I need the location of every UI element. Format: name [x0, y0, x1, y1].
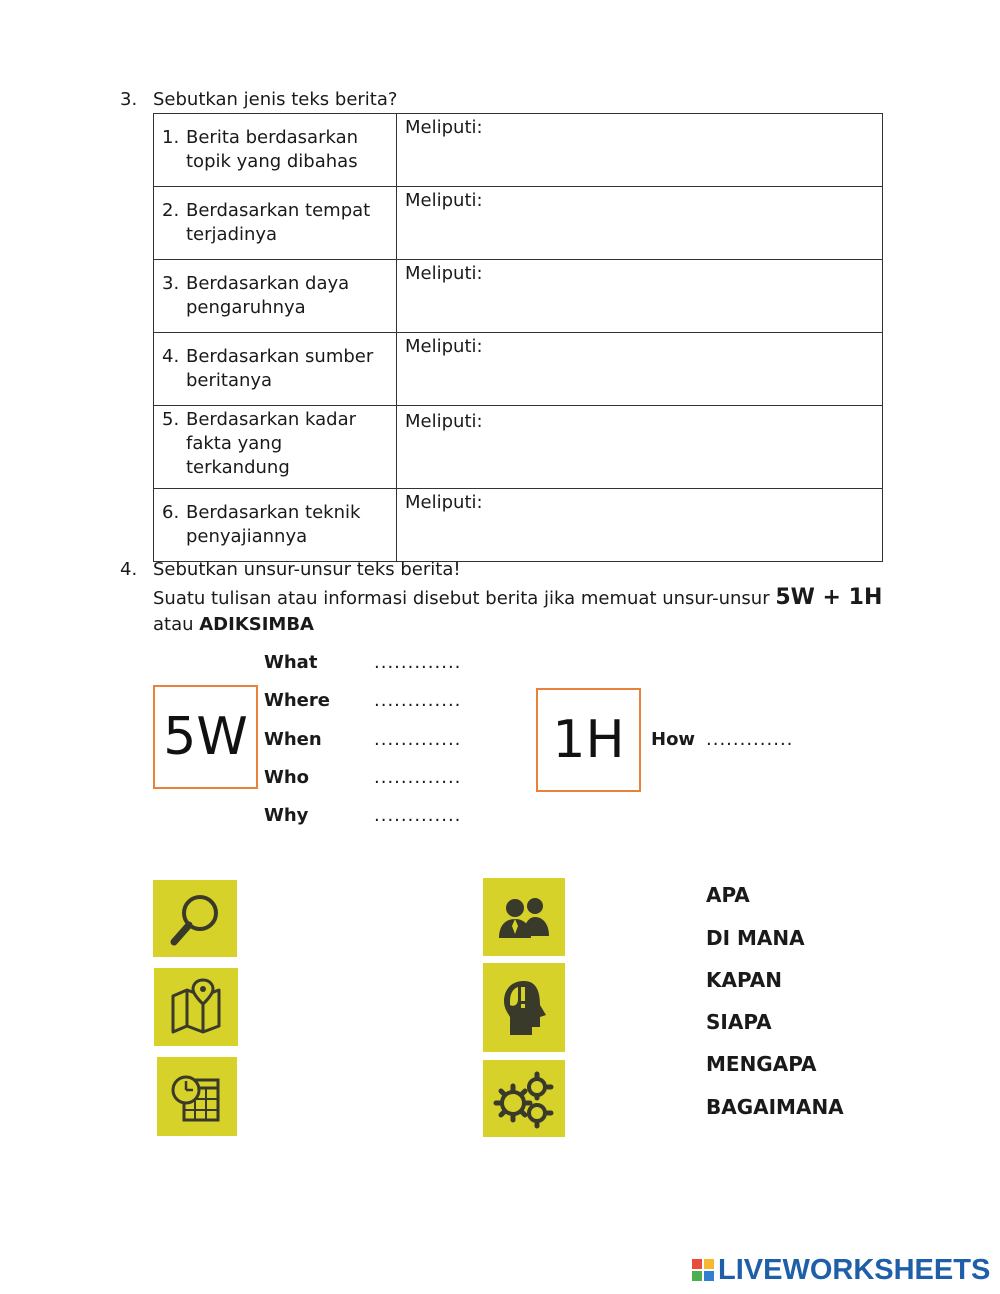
row-label: Berita berdasarkan topik yang dibahas: [186, 127, 359, 172]
one-h-box: 1H: [536, 688, 641, 792]
q4-description-line2: [153, 614, 314, 635]
map-tile[interactable]: [154, 968, 238, 1046]
gears-tile[interactable]: [483, 1060, 565, 1137]
answer-word[interactable]: SIAPA: [706, 1010, 772, 1034]
table-row: [154, 333, 883, 406]
answer-word[interactable]: MENGAPA: [706, 1052, 817, 1076]
row-number: 1.: [162, 127, 180, 148]
logo-mark-icon: [692, 1259, 714, 1281]
table-row: [154, 260, 883, 333]
when-blank[interactable]: .............: [374, 729, 462, 750]
answer-word[interactable]: DI MANA: [706, 926, 805, 950]
row-number: 5.: [162, 409, 180, 430]
thinking-tile[interactable]: [483, 963, 565, 1052]
why-label: Why: [264, 805, 309, 826]
answer-cell[interactable]: [397, 489, 883, 562]
answer-label: Meliputi:: [405, 336, 483, 357]
q3-text: Sebutkan jenis teks berita?: [153, 89, 398, 110]
row-label: Berdasarkan sumber beritanya: [186, 346, 374, 391]
where-blank[interactable]: .............: [374, 690, 462, 711]
people-tile[interactable]: [483, 878, 565, 956]
row-number: 2.: [162, 200, 180, 221]
answer-word[interactable]: APA: [706, 883, 750, 907]
q4-desc-atau: atau: [153, 614, 200, 635]
answer-label: Meliputi:: [405, 411, 483, 432]
row-label: Berdasarkan teknik penyajiannya: [186, 502, 361, 547]
thinking-head-icon: [494, 975, 554, 1041]
liveworksheets-logo[interactable]: [692, 1253, 990, 1287]
q3-number: 3.: [120, 89, 138, 110]
answer-word[interactable]: BAGAIMANA: [706, 1095, 844, 1119]
when-label: When: [264, 729, 322, 750]
who-label: Who: [264, 767, 310, 788]
q4-number: 4.: [120, 559, 138, 580]
answer-cell[interactable]: [397, 333, 883, 406]
answer-label: Meliputi:: [405, 492, 483, 513]
answer-label: Meliputi:: [405, 190, 483, 211]
row-label: Berdasarkan daya pengaruhnya: [186, 273, 350, 318]
type-label-cell: [154, 260, 397, 333]
logo-text: LIVEWORKSHEETS: [718, 1253, 991, 1286]
type-label-cell: [154, 114, 397, 187]
type-label-cell: [154, 187, 397, 260]
where-label: Where: [264, 690, 330, 711]
news-types-table: [153, 113, 883, 562]
what-label: What: [264, 652, 318, 673]
magnifier-icon: [165, 889, 225, 949]
type-label-cell: [154, 333, 397, 406]
magnifier-tile[interactable]: [153, 880, 237, 957]
how-label: How: [651, 729, 696, 750]
what-blank[interactable]: .............: [374, 652, 462, 673]
clock-calendar-icon: [166, 1066, 228, 1128]
q4-description: [153, 585, 893, 610]
q4-desc-highlight: 5W + 1H: [775, 585, 883, 610]
row-label: Berdasarkan tempat terjadinya: [186, 200, 371, 245]
row-number: 6.: [162, 502, 180, 523]
calendar-tile[interactable]: [157, 1057, 237, 1136]
table-row: [154, 187, 883, 260]
q4-desc-bold: ADIKSIMBA: [199, 614, 314, 635]
answer-word[interactable]: KAPAN: [706, 968, 783, 992]
answer-cell[interactable]: [397, 406, 883, 489]
gears-icon: [493, 1069, 555, 1129]
row-label: Berdasarkan kadar fakta yang terkandung: [186, 409, 357, 478]
q4-text: Sebutkan unsur-unsur teks berita!: [153, 559, 461, 580]
answer-cell[interactable]: [397, 114, 883, 187]
type-label-cell: [154, 406, 397, 489]
answer-cell[interactable]: [397, 187, 883, 260]
answer-label: Meliputi:: [405, 117, 483, 138]
answer-label: Meliputi:: [405, 263, 483, 284]
map-pin-icon: [165, 976, 227, 1038]
people-icon: [493, 890, 555, 944]
q4-desc-prefix: Suatu tulisan atau informasi disebut berita jika memuat unsur-unsur: [153, 588, 776, 609]
why-blank[interactable]: .............: [374, 805, 462, 826]
row-number: 3.: [162, 273, 180, 294]
five-w-box: 5W: [153, 685, 258, 789]
row-number: 4.: [162, 346, 180, 367]
table-row: [154, 406, 883, 489]
type-label-cell: [154, 489, 397, 562]
how-blank[interactable]: .............: [706, 729, 794, 750]
answer-cell[interactable]: [397, 260, 883, 333]
table-row: [154, 114, 883, 187]
table-row: [154, 489, 883, 562]
who-blank[interactable]: .............: [374, 767, 462, 788]
